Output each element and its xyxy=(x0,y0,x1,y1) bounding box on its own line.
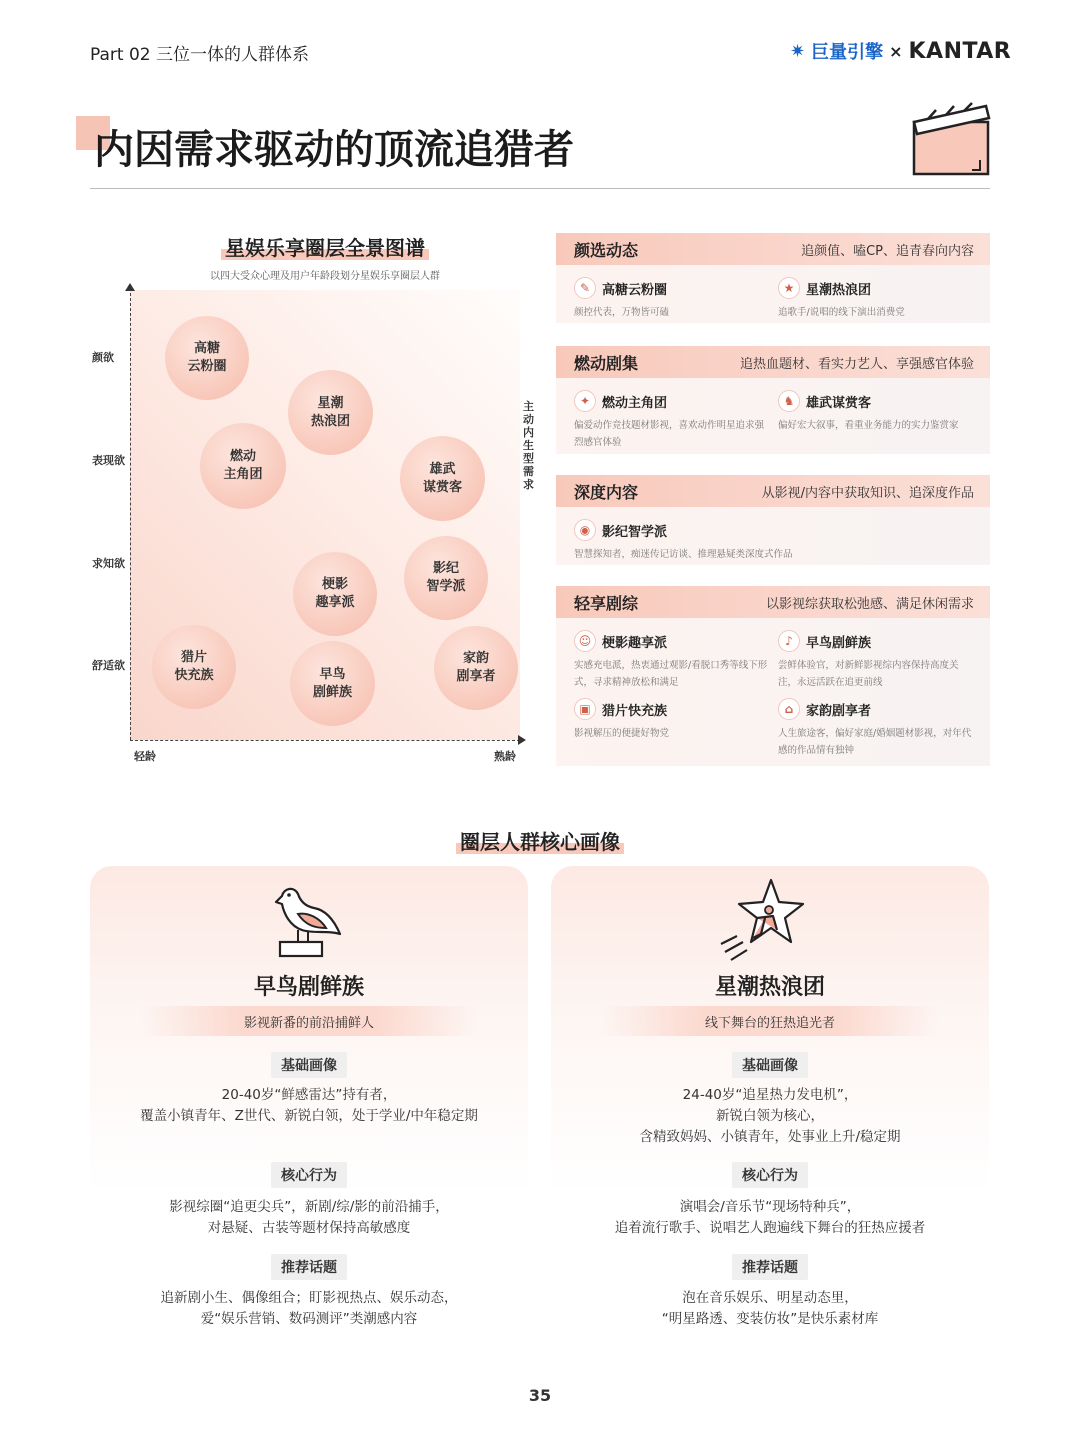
chip-behavior: 核心行为 xyxy=(732,1162,808,1188)
item-desc: 偏好宏大叙事，看重业务能力的实力鉴赏家 xyxy=(778,420,959,431)
x-axis-arrow-icon xyxy=(518,735,526,745)
panel-randong xyxy=(556,346,990,454)
chip-topic: 推荐话题 xyxy=(732,1254,808,1280)
brand-separator: × xyxy=(889,41,903,61)
y-label-comfort: 舒适欲 xyxy=(92,659,125,672)
core-title-text: 圈层人群核心画像 xyxy=(456,830,624,854)
panel-item xyxy=(574,277,770,321)
card-title: 星潮热浪团 xyxy=(714,975,825,1000)
panel-name: 颜选动态 xyxy=(574,240,639,260)
clapper-icon: ▣ xyxy=(574,698,596,720)
item-name: 高糖云粉圈 xyxy=(602,282,668,298)
star-icon xyxy=(717,878,809,964)
bubble-yingji: 影纪 智学派 xyxy=(404,536,488,620)
item-desc: 追歌手/说唱的线下演出消费党 xyxy=(778,307,905,318)
bubble-gaotang: 高糖 云粉圈 xyxy=(165,316,249,400)
title-divider xyxy=(90,188,990,189)
kantar-logo: KANTAR xyxy=(908,38,1012,64)
item-desc: 偏爱动作竞技题材影视，喜欢动作明星追求强烈感官体验 xyxy=(574,420,765,448)
item-desc: 影视解压的便捷好物党 xyxy=(574,728,670,739)
film-reel-icon: ◉ xyxy=(574,519,596,541)
chip-topic: 推荐话题 xyxy=(271,1254,347,1280)
text-basic: 24-40岁“追星热力发电机”， 新锐白领为核心， 含精致妈妈、小镇青年，处事业上升/稳定期 xyxy=(639,1087,901,1145)
panel-shendu xyxy=(556,475,990,565)
panel-item xyxy=(574,390,770,451)
bubble-xiongwu: 雄武 谋赏客 xyxy=(400,436,485,521)
item-name: 家韵剧享者 xyxy=(806,703,872,719)
panel-item xyxy=(574,698,770,742)
running-icon: ✦ xyxy=(574,390,596,412)
panel-header xyxy=(556,233,990,265)
card-title: 早鸟剧鲜族 xyxy=(253,975,364,1000)
lollipop-icon: ✎ xyxy=(574,277,596,299)
bubble-gengying: 梗影 趣享派 xyxy=(293,552,377,636)
page-title: 内因需求驱动的顶流追猎者 xyxy=(94,127,574,173)
panel-desc: 从影视/内容中获取知识、追深度作品 xyxy=(761,485,974,501)
bird-icon xyxy=(274,884,344,958)
panel-name: 燃动剧集 xyxy=(574,353,639,373)
item-desc: 智慧探知者，痴迷传记访谈、推理悬疑类深度式作品 xyxy=(574,549,793,560)
vertical-axis-label: 主动内生型需求 xyxy=(523,400,534,491)
y-axis xyxy=(130,288,131,740)
brand-logos xyxy=(790,38,1011,64)
panel-header xyxy=(556,346,990,378)
card-xingchao xyxy=(551,866,989,1336)
panel-item xyxy=(574,519,974,563)
bubble-jiayun: 家韵 剧享者 xyxy=(434,626,518,710)
panel-header xyxy=(556,475,990,507)
item-name: 影纪智学派 xyxy=(602,524,668,540)
panel-desc: 追颜值、嗑CP、追青春向内容 xyxy=(801,243,974,259)
star-person-icon: ★ xyxy=(778,277,800,299)
map-title-text: 星娱乐享圈层全景图谱 xyxy=(221,236,429,260)
chess-icon: ♞ xyxy=(778,390,800,412)
bubble-zaoniao: 早鸟 剧鲜族 xyxy=(290,641,375,726)
text-behavior: 影视综圈“追更尖兵”，新剧/综/影的前沿捕手， 对悬疑、古装等题材保持高敏感度 xyxy=(169,1199,449,1236)
panel-item xyxy=(778,277,974,321)
item-desc: 尝鲜体验官，对新鲜影视综内容保持高度关注，永远活跃在追更前线 xyxy=(778,660,959,688)
panel-item xyxy=(778,698,974,759)
card-tagline: 影视新番的前沿捕鲜人 xyxy=(140,1006,478,1036)
text-behavior: 演唱会/音乐节“现场特种兵”， 追着流行歌手、说唱艺人跑遍线下舞台的狂热应援者 xyxy=(614,1199,926,1236)
bird-icon: ♪ xyxy=(778,630,800,652)
item-name: 雄武谋赏客 xyxy=(806,395,872,411)
panel-desc: 追热血题材、看实力艺人、享强感官体验 xyxy=(739,356,974,372)
page-number: 35 xyxy=(528,1386,552,1405)
map-subtitle: 以四大受众心理及用户年龄段划分星娱乐享圈层人群 xyxy=(210,271,440,282)
home-icon: ⌂ xyxy=(778,698,800,720)
y-axis-arrow-icon xyxy=(125,283,135,291)
y-label-expression: 表现欲 xyxy=(92,454,125,467)
panel-name: 深度内容 xyxy=(574,482,639,502)
chip-behavior: 核心行为 xyxy=(271,1162,347,1188)
text-basic: 20-40岁“鲜感雷达”持有者， 覆盖小镇青年、Z世代、新锐白领，处于学业/中年稳定期 xyxy=(140,1087,478,1124)
text-topic: 泡在音乐娱乐、明星动态里， “明星路透、变装仿妆”是快乐素材库 xyxy=(661,1290,879,1327)
panel-item xyxy=(778,630,974,691)
ocean-engine-logo: 巨量引擎 xyxy=(811,42,884,63)
panel-item xyxy=(574,630,770,691)
bubble-xingchao: 星潮 热浪团 xyxy=(288,370,373,455)
core-section-title xyxy=(90,826,990,855)
x-axis xyxy=(130,740,520,741)
item-name: 梗影趣享派 xyxy=(602,635,668,651)
item-name: 猎片快充族 xyxy=(602,703,668,719)
panel-item xyxy=(778,390,974,434)
chip-basic: 基础画像 xyxy=(271,1052,347,1078)
card-zaoniao xyxy=(90,866,528,1336)
x-label-mature: 熟龄 xyxy=(494,750,516,763)
item-desc: 人生旅途客，偏好家庭/婚姻题材影视，对年代感的作品情有独钟 xyxy=(778,728,972,756)
item-name: 星潮热浪团 xyxy=(806,282,872,298)
panel-qingxiang xyxy=(556,586,990,766)
item-desc: 实感充电派，热衷通过观影/看脱口秀等线下形式，寻求精神放松和满足 xyxy=(574,660,768,688)
item-desc: 颜控代表，万物皆可磕 xyxy=(574,307,670,318)
y-label-knowledge: 求知欲 xyxy=(92,557,125,570)
clapperboard-icon xyxy=(910,100,992,180)
panel-name: 轻享剧综 xyxy=(574,593,639,613)
chip-basic: 基础画像 xyxy=(732,1052,808,1078)
panel-yanxuan xyxy=(556,233,990,323)
bubble-randong: 燃动 主角团 xyxy=(200,423,286,509)
card-tagline: 线下舞台的狂热追光者 xyxy=(601,1006,939,1036)
section-breadcrumb: Part 02 三位一体的人群体系 xyxy=(90,45,309,65)
y-label-appearance: 颜欲 xyxy=(92,351,114,364)
item-name: 燃动主角团 xyxy=(602,395,668,411)
x-label-young: 轻龄 xyxy=(134,750,156,763)
item-name: 早鸟剧鲜族 xyxy=(806,635,872,651)
panel-desc: 以影视综获取松弛感、满足休闲需求 xyxy=(765,596,974,612)
ocean-engine-logo-icon: ✷ xyxy=(790,40,806,62)
panel-header xyxy=(556,586,990,618)
laugh-icon: ☺ xyxy=(574,630,596,652)
map-title xyxy=(130,232,520,261)
bubble-liepian: 猎片 快充族 xyxy=(152,625,236,709)
text-topic: 追新剧小生、偶像组合；盯影视热点、娱乐动态， 爱“娱乐营销、数码测评”类潮感内容 xyxy=(160,1290,458,1327)
